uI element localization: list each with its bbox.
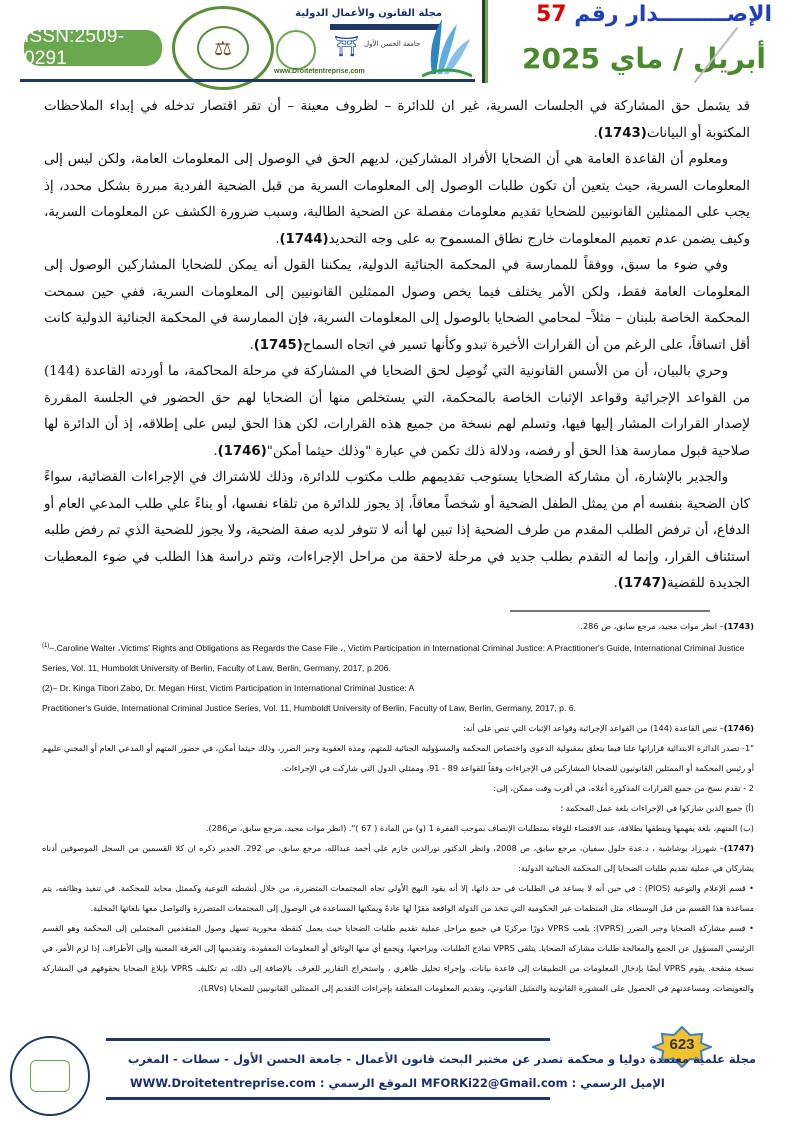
issue-title [536,2,772,27]
footnote-zabo: (2)– Dr. Kinga Tibori Zabo, Dr. Megan Hirst, Victim Participation in International Criminal Justice: A [42,682,415,693]
footnote-rule-144-item-1: "1- تصدر الدائرة الابتدائية قراراتها علنا فيما يتعلق بمقبولية الدعوى واختصاص المحكمة والمسؤولية الجنائية للمتهم، ومدة العقوبة وجبر الضرر، وذلك حيثما أمكن، في حضور المتهم أو المدعي العام أو المجني عليهم أو رئيس المحكمة أو الممثلين القانونيون للضحايا المشاركين في الإجراءات وفقاً للقواعد 89 - 91، وممثلي الدول التي شاركت في الإجراءات. [42,742,754,773]
header-divider [482,0,488,83]
page-number: 623 [669,1036,695,1053]
website-link[interactable]: WWW.Droitetentreprise.com [130,1076,316,1090]
footnote-1747: (1747)– شهرزاد بوشاشية ، د.عدة جلول سفيان، مرجع سابق، ص 2008، وانظر الدكتور نورالدين خازم علي أحمد عبدالله، مرجع سابق، ص 292. الجدير ذكره ان كلا القسمين من السجل الموصوفين أدناه يشاركان في عملية تقديم طلبات الضحايا إلى المحكمة الجنائية الدولية: [42,842,754,873]
footnote-pios: • قسم الإعلام والتوعية (PIOS) : في حين أنه لا يساعد في الطلبات في حد ذاتها، إلا أنه يقود النهج الأولي تجاه المجتمعات المتضررة، من خلال أنشطته التوعية وكممثل محايد للمحكمة. في تنفيذ وظائفه، يتم مساعدة هذا القسم من قبل الوسطاء، مثل المنظمات غير الحكومية التي تتخذ من الدولة الواقعة مقرًا لها عادةً ويمكنها المساعدة في الوصول إلى المجتمعات المتضررة والتواصل معها بلغاتها المحلية. [42,882,754,913]
email-link[interactable]: MFORKi22@Gmail.com [421,1076,568,1090]
footnote-rule-144-item-2: 2 - تقدم نسخ من جميع القرارات المذكورة أعلاه، في أقرب وقت ممكن، إلى: [493,782,754,793]
footnote-separator [510,610,710,612]
footer-rule-top [106,1038,550,1041]
body-paragraph: قد يشمل حق المشاركة في الجلسات السرية، غير ان للدائرة – لظروف معينة – أن تقر اقتصار تدخله في إبداء الملاحظات المكتوبة أو البيانات(1743). [44,99,750,141]
footer-journal-description: مجلة علمية معتمدة دوليا و محكمة تصدر عن مختبر البحث قانون الأعمال - جامعة الحسن الأول - سطات - المغرب [127,1052,756,1066]
footnote-ref[interactable]: (1747) [617,576,667,591]
mini-lab-seal-icon [276,30,316,70]
research-lab-seal-logo [172,6,274,90]
issn-badge: ISSN:2509-0291 [24,30,162,66]
footnote-ref[interactable]: (1745) [253,337,303,353]
footer-contact [130,1076,665,1090]
page-header [0,0,794,90]
journal-logo [272,4,472,74]
footnote-rule-144-item-a: (أ) جميع الذين شاركوا في الإجراءات بلغة عمل المحكمة ؛ [560,802,754,813]
email-label: الإميل الرسمي : [571,1076,665,1090]
body-paragraph: وفي ضوء ما سبق، ووفقاً للممارسة في المحكمة الجنائية الدولية، يمكننا القول أنه يمكن للضحايا المشاركين الوصول إلى المعلومات العامة فقط، ولكن الأمر يختلف فيما يخص وصول الممثلين القانونيين إلى المعلومات السرية، ففي حين سمحت المحكمة الخاصة بلبنان – مثلاً– لمحامي الضحايا بالوصول إلى المعلومات السرية، فإن الممارسة في المحكمة الجنائية الدولية كانت أقل اتساقاً، على الرغم من أن القرارات الأخيرة تبدو وكأنها تسير في اتجاه السماح(1745). [44,258,750,353]
footnote-1743: (1743)– انظر موات مجيد، مرجع سابق، ص 286. [580,621,754,631]
issue-number: 57 [535,2,567,27]
university-name: جامعة الحسن الأول [364,40,421,48]
footer-seal-inner [30,1060,70,1092]
footnote-ref[interactable]: (1744) [279,231,329,247]
footnote-walter: $^{(1)}$–.Caroline Walter ،Victims' Rights and Obligations as Regards the Case File ،, Victim Participation in International Criminal Justice: A Practitioner's Guide, International Criminal Justice Series, Vol. 11, Humboldt University of Berlin, Faculty of Law, Berlin, Germany, 2017, p.206. [42,642,745,673]
footer-rule-bottom [106,1097,550,1100]
footnote-rule-144-item-b: (ب) المتهم، بلغة يفهمها وينطقها بطلاقة، عند الاقتضاء للوفاء بمتطلبات الإنصاف بموجب الفقرة 1 (و) من المادة ( 67 )". (انظر موات مجيد، مرجع سابق، ص286). [205,822,754,833]
footnotes [42,616,754,998]
footnote-ref[interactable]: (1743) [597,125,647,141]
open-book-leaves-icon [422,14,472,79]
header-website: www.Droitetentreprise.com [274,68,365,75]
body-paragraph: ومعلوم أن القاعدة العامة هي أن الضحايا الأفراد المشاركين، لديهم الحق في الوصول إلى المعلومات العامة، ولكن ليس إلى المعلومات السرية، حيث يتعين أن تكون طلبات الوصول إلى المعلومات السرية من قبل الضحية الفردية مبررة بشكل محدد، إذ يجب على الممثلين القانونيين للضحايا تقديم معلومات مفصلة عن الضحية الطالبة، وسبب ضرورة الكشف عن المعلومات السرية، وكيف يضمن عدم تعميم المعلومات خارج نطاق المسموح به على وجه التحديد(1744). [44,152,750,247]
header-rule [20,79,475,82]
university-gate-icon: ⛩ [334,34,360,58]
footnote-ref[interactable]: (1746) [217,443,267,459]
footer-seal-logo [10,1036,90,1116]
issue-date: أبريل / ماي 2025 [522,42,766,75]
journal-name: مجلة القانون والأعمال الدولية [295,8,442,19]
footnote-vprs: • قسم مشاركة الضحايا وجبر الضرر (VPRS): يلعب VPRS دورًا مركزيًا في جميع مراحل عملية تقديم طلبات الضحايا حيث يعمل كنقطة محورية تسهل وصول المتقدمين المحتملين إلى المحكمة وهو القسم الرئيسي المسؤول عن الجمع والمعالجة طلبات مشاركة الضحايا. يتلقى VPRS نماذج الطلبات، ويراجعها، ويجمع أي منها الوثائق أو المعلومات المفقودة، وتقديمها إلى الغرفة المعنية وإلى الأطراف، إذا لزم الأمر، في نسخة منقحة. يقوم VPRS أيضًا بإدخال المعلومات من التطبيقات إلى قاعدة بيانات، وإجراء تحليل ظاهري ، واستخراج التقارير للغرف. بالإضافة إلى ذلك، تم تكليف VPRS بإبلاغ الضحايا بحقوقهم في المشاركة والتعويضات، ومساعدتهم في الحصول على المشورة القانونية والتمثيل القانوني، وتقديم المعلومات المتعلقة بإجراءات التقديم إلى الممثلين القانونيين للضحايا (LRVs). [42,922,754,993]
body-paragraph: والجدير بالإشارة، أن مشاركة الضحايا يستوجب تقديمهم طلب مكتوب للدائرة، وذلك للاشتراك في الإجراءات القضائية، سواءً كان الضحية بنفسه أم من يمثل الطفل الضحية أو شخصاً معاقاً، إذ يجوز للدائرة من تلقاء نفسها، أو بناءً علي طلب المدعي العام أو الدفاع، أن ترفض الطلب المقدم من طرف الضحية إذا تبين لها أنه لا تتوفر لديه صفة الضحية، ولا يجوز للضحية الذي تم رفض طلبه استئناف القرار، وإنما له التقدم بطلب جديد في مرحلة لاحقة من مراحل الإجراءات، وتتم دراسة هذا الطلب في ضوء المعطيات الجديدة للقضية(1747). [44,470,750,591]
issue-label: الإصـــــــــدار رقم [574,2,772,27]
scales-of-justice-icon: ⚖ [197,26,249,70]
footnote-1746: (1746)– تنص القاعدة (144) من القواعد الإجرائية وقواعد الإثبات التي تنص على أنه: [463,722,754,733]
footnote-zabo-cont: Practitioner's Guide, International Criminal Justice Series, Vol. 11, Humboldt University of Berlin, Faculty of Law, Berlin, Germany, 2017, p. 6. [42,702,576,713]
article-body [44,94,750,598]
website-label: الموقع الرسمي : [319,1076,418,1090]
body-paragraph: وحري بالبيان، أن من الأسس القانونية التي تُوصِل لحق الضحايا في المشاركة في مرحلة المحاكمة، ما أوردته القاعدة (144) من القواعد الإجرائية وقواعد الإثبات الخاصة بالمحكمة، التي يستخلص منها أن الضحايا لهم حق الحضور في الجلسة المقررة لإصدار القرارات المشار إليها فيها، وتسلم لهم نسخة من جميع هذه القرارات، لكن هذا الحق ليس على إطلاقه، إذ أن الدائرة لها صلاحية قبول ممارسة هذا الحق أو رفضه، ودلالة ذلك تكمن في عبارة "وذلك حيثما أمكن"(1746). [44,364,750,459]
